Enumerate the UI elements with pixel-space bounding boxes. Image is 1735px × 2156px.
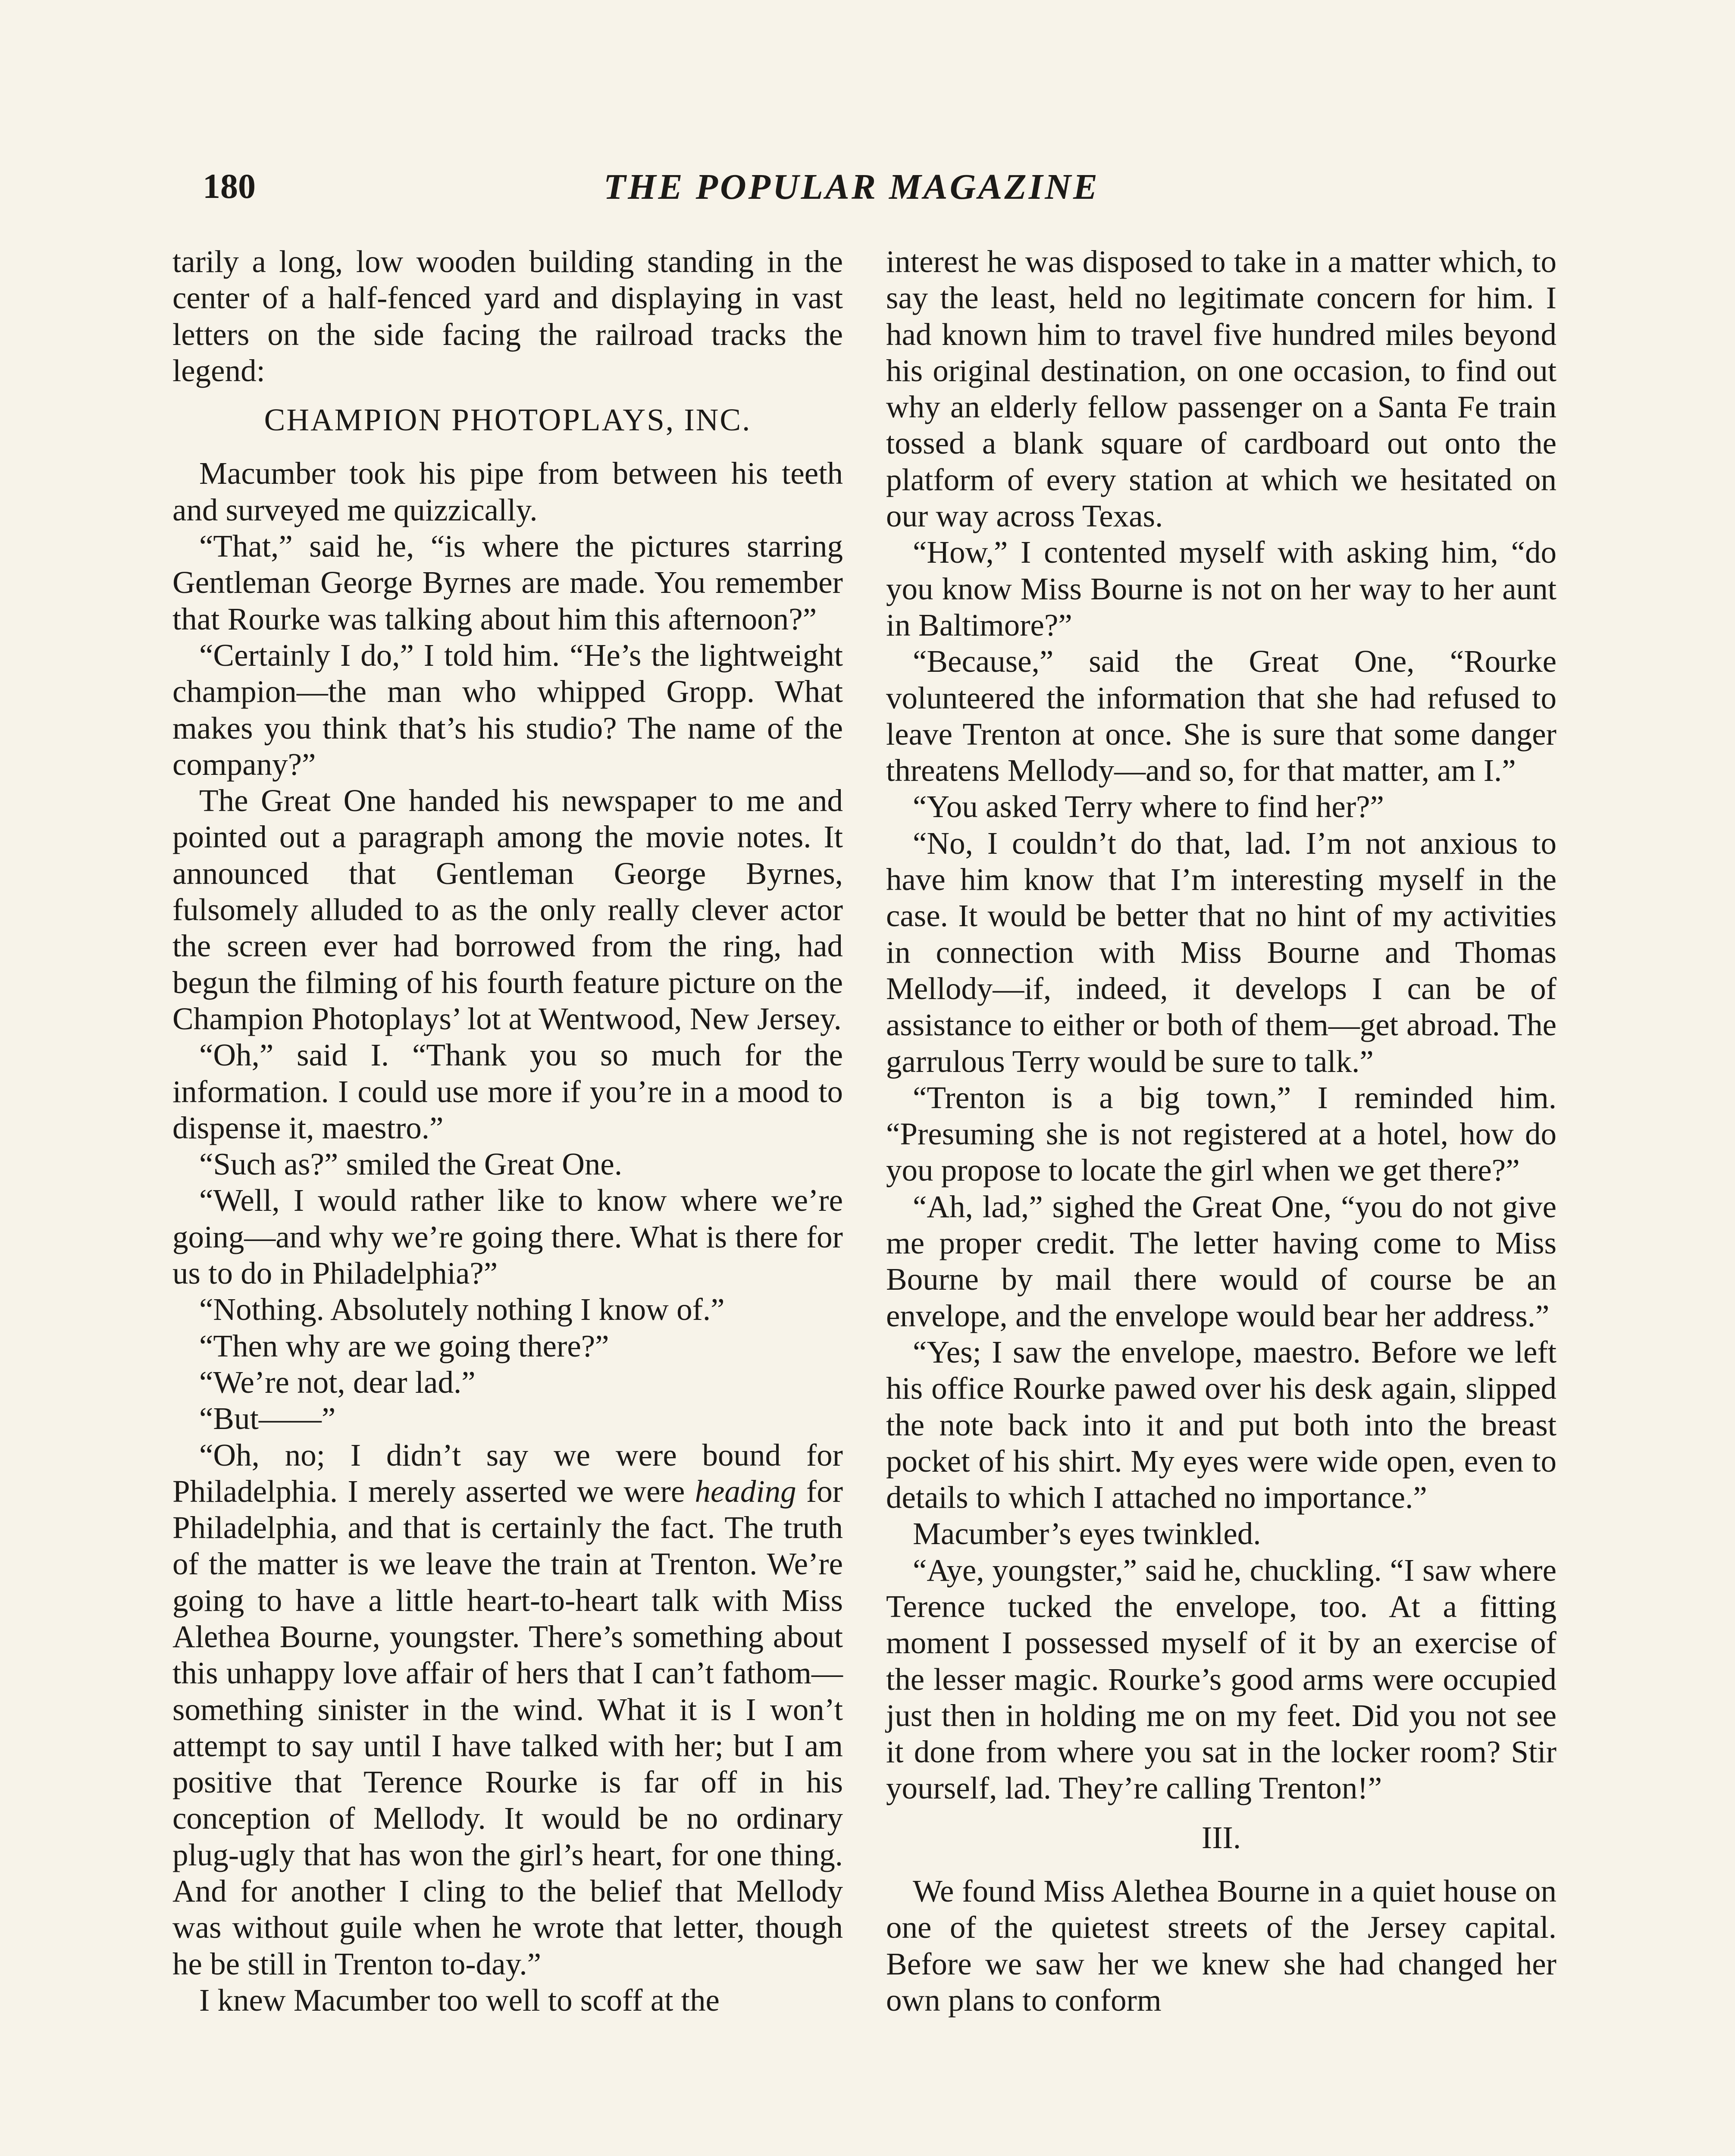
paragraph: “How,” I contented myself with asking him, “do you know Miss Bourne is not on her way to her aunt in Baltimore?” <box>886 535 1556 642</box>
paragraph: “Trenton is a big town,” I reminded him. “Presuming she is not registered at a hotel, how do you propose to locate the girl when we get there?” <box>886 1080 1556 1188</box>
paragraph: tarily a long, low wooden building standing in the center of a half-fenced yard and displaying in vast letters on the side facing the railroad tracks the legend: <box>172 244 843 388</box>
paragraph: Macumber’s eyes twinkled. <box>913 1516 1261 1551</box>
paragraph: “Oh,” said I. “Thank you so much for the information. I could use more if you’re in a mood to dispense it, maestro.” <box>172 1037 843 1145</box>
paragraph: We found Miss Alethea Bourne in a quiet house on one of the quietest streets of the Jersey capital. Before we saw her we knew she had changed her own plans to conform <box>886 1874 1556 2018</box>
paragraph: Macumber took his pipe from between his teeth and surveyed me quizzically. <box>172 456 843 527</box>
paragraph: interest he was disposed to take in a matter which, to say the least, held no legitimate concern for him. I had known him to travel five hundred miles beyond his original destination, on one occasion, to find out why an elderly fellow passenger on a Santa Fe train tossed a blank square of cardboard out onto the platform of every station at which we hesitated on our way across Texas. <box>886 244 1556 534</box>
paragraph: “Nothing. Absolutely nothing I know of.” <box>199 1292 725 1327</box>
company-sign-heading: CHAMPION PHOTOPLAYS, INC. <box>264 402 752 438</box>
paragraph <box>172 1437 843 1982</box>
paragraph: “Well, I would rather like to know where we’re going—and why we’re going there. What is there for us to do in Philadelphia?” <box>172 1183 843 1291</box>
running-title: THE POPULAR MAGAZINE <box>604 167 1100 207</box>
paragraph: “We’re not, dear lad.” <box>199 1364 476 1400</box>
paragraph: “Yes; I saw the envelope, maestro. Before we left his office Rourke pawed over his desk again, slipped the note back into it and put both into the breast pocket of his shirt. My eyes were wide open, even to details to which I attached no importance.” <box>886 1334 1556 1515</box>
paragraph: “Such as?” smiled the Great One. <box>199 1147 623 1182</box>
italic-word: heading <box>695 1473 796 1509</box>
text-run: “Oh, no; I didn’t say we were bound for Philadelphia. I merely asserted we were <box>172 1437 843 1509</box>
paragraph: “No, I couldn’t do that, lad. I’m not anxious to have him know that I’m interesting myself in the case. It would be better that no hint of my activities in connection with Miss Bourne and Thomas Mellody—if, indeed, it develops I can be of assistance to either or both of them—get abroad. The garrulous Terry would be sure to talk.” <box>886 825 1556 1079</box>
paragraph: “But——” <box>199 1401 336 1436</box>
text-run: for Philadelphia, and that is certainly the fact. The truth of the matter is we leave the train at Trenton. We’re going to have a little heart-to-heart talk with Miss Alethea Bourne, youngster. There’s something about this unhappy love affair of hers that I can’t fathom—something sinister in the wind. What it is I won’t attempt to say until I have talked with her; but I am positive that Terence Rourke is far off in his conception of Mellody. It would be no ordinary plug-ugly that has won the girl’s heart, for one thing. And for another I cling to the belief that Mellody was without guile when he wrote that letter, though he be still in Trenton to-day.” <box>172 1473 843 1981</box>
paragraph: “You asked Terry where to find her?” <box>913 789 1384 824</box>
paragraph: “Because,” said the Great One, “Rourke volunteered the information that she had refused to leave Trenton at once. She is sure that some danger threatens Mellody—and so, for that matter, am I.” <box>886 644 1556 788</box>
paragraph: “That,” said he, “is where the pictures starring Gentleman George Byrnes are made. You remember that Rourke was talking about him this afternoon?” <box>172 529 843 636</box>
paragraph: The Great One handed his newspaper to me and pointed out a paragraph among the movie notes. It announced that Gentleman George Byrnes, fulsomely alluded to as the only really clever actor the screen ever had borrowed from the ring, had begun the filming of his fourth feature picture on the Champion Photoplays’ lot at Wentwood, New Jersey. <box>172 783 843 1036</box>
section-heading: III. <box>1201 1820 1241 1855</box>
right-column <box>886 244 1556 2018</box>
left-column <box>172 244 843 2018</box>
paragraph: “Aye, youngster,” said he, chuckling. “I saw where Terence tucked the envelope, too. At a fitting moment I possessed myself of it by an exercise of the lesser magic. Rourke’s good arms were occupied just then in holding me on my feet. Did you not see it done from where you sat in the locker room? Stir yourself, lad. They’re calling Trenton!” <box>886 1552 1556 1806</box>
paragraph: “Ah, lad,” sighed the Great One, “you do not give me proper credit. The letter having come to Miss Bourne by mail there would of course be an envelope, and the envelope would bear her address.” <box>886 1189 1556 1333</box>
paragraph: “Then why are we going there?” <box>199 1328 609 1363</box>
page-number: 180 <box>203 166 256 206</box>
paragraph: “Certainly I do,” I told him. “He’s the lightweight champion—the man who whipped Gropp. What makes you think that’s his studio? The name of the company?” <box>172 637 843 782</box>
paragraph: I knew Macumber too well to scoff at the <box>199 1982 720 2018</box>
